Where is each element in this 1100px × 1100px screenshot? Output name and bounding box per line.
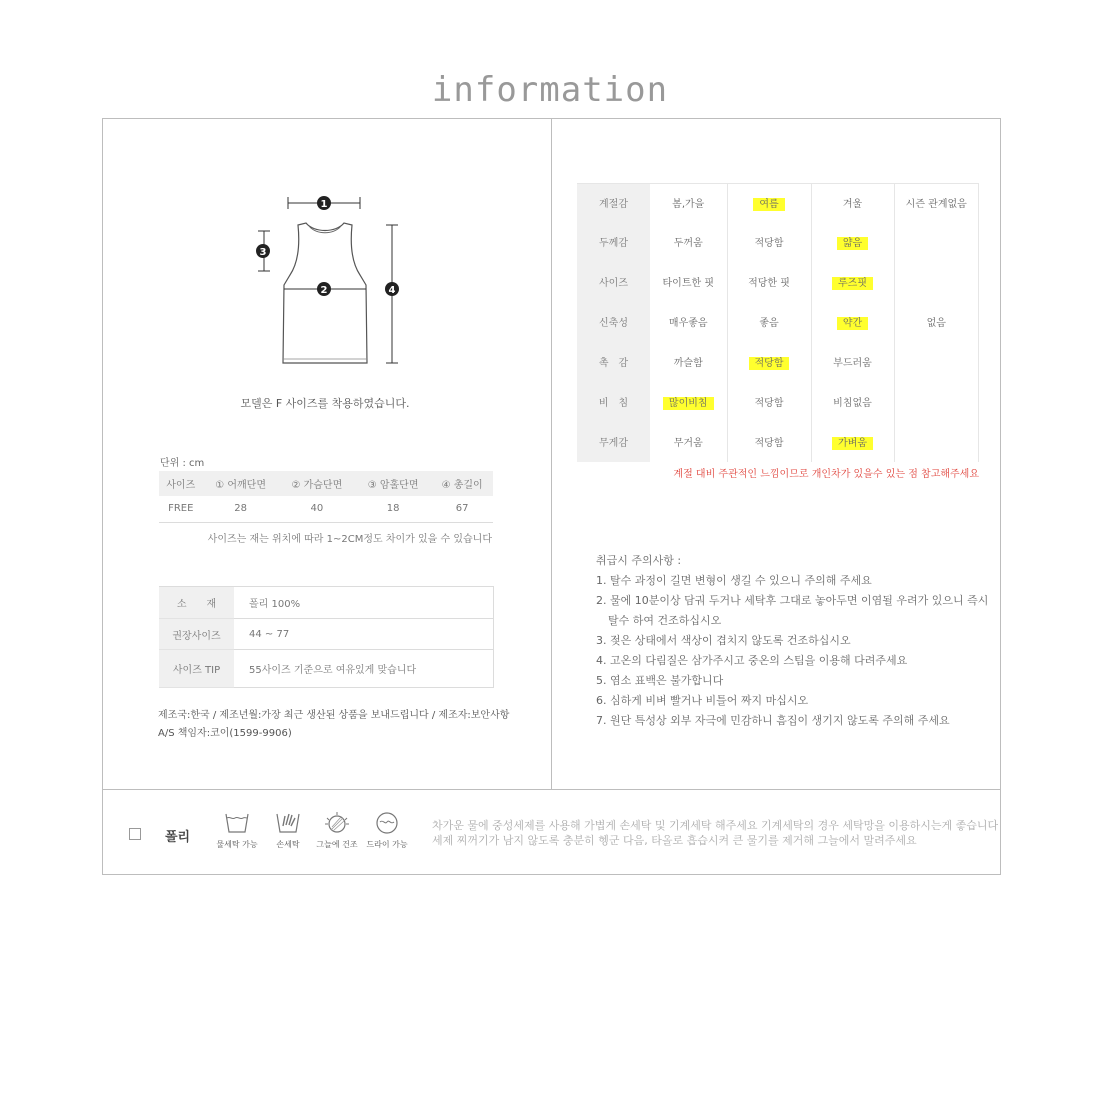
feel-option: 시즌 관계없음 bbox=[905, 199, 967, 211]
page-title: information bbox=[431, 70, 669, 110]
feel-option: 매우좋음 bbox=[668, 318, 708, 329]
wash-label: 물세탁 가능 bbox=[216, 840, 258, 849]
shade-dry-icon bbox=[324, 810, 350, 836]
dry-clean-icon bbox=[374, 810, 400, 836]
table-row bbox=[577, 184, 979, 222]
svg-text:2: 2 bbox=[320, 285, 328, 296]
feel-row-label: 두께감 bbox=[577, 222, 650, 262]
feel-option: 무거움 bbox=[673, 438, 703, 449]
feel-option: 없음 bbox=[926, 318, 946, 329]
as-contact-line: A/S 책임자:코이(1599-9906) bbox=[158, 728, 292, 739]
feel-option: 비침없음 bbox=[833, 398, 872, 409]
washing-section bbox=[102, 790, 1001, 874]
table-row bbox=[577, 342, 979, 382]
manufacturer-line: 제조국:한국 / 제조년월:가장 최근 생산된 상품을 보내드립니다 / 제조자:보안사항 bbox=[158, 710, 510, 721]
feel-option: 까슬함 bbox=[673, 358, 703, 369]
feel-option-selected: 가벼움 bbox=[832, 437, 873, 450]
size-cell: 67 bbox=[431, 496, 493, 522]
care-item: 탈수 하여 건조하십시오 bbox=[608, 614, 722, 627]
info-value: 55사이즈 기준으로 여유있게 맞습니다 bbox=[234, 650, 494, 688]
feel-option: 부드러움 bbox=[833, 358, 872, 369]
dry-clean-item bbox=[357, 810, 417, 850]
garment-diagram bbox=[240, 185, 420, 375]
size-header: ③ 암홀단면 bbox=[355, 471, 431, 496]
info-label: 소 재 bbox=[159, 587, 234, 619]
care-item: 5. 염소 표백은 불가합니다 bbox=[596, 674, 724, 687]
svg-text:3: 3 bbox=[259, 247, 267, 258]
feel-option-selected: 루즈핏 bbox=[832, 277, 873, 290]
care-item: 6. 심하게 비벼 빨거나 비틀어 짜지 마십시오 bbox=[596, 694, 809, 707]
feel-option-selected: 약간 bbox=[837, 317, 868, 330]
table-row bbox=[577, 422, 979, 462]
size-cell: 40 bbox=[279, 496, 355, 522]
feel-row-label: 촉 감 bbox=[577, 342, 650, 382]
care-title: 취급시 주의사항 : bbox=[596, 554, 682, 567]
feel-option-selected: 적당함 bbox=[749, 357, 790, 370]
table-row bbox=[577, 302, 979, 342]
feel-row-label: 비 침 bbox=[577, 382, 650, 422]
size-header: 사이즈 bbox=[159, 471, 203, 496]
feel-disclaimer: 계절 대비 주관적인 느낌이므로 개인차가 있을수 있는 점 참고해주세요 bbox=[673, 469, 979, 480]
feel-option: 적당함 bbox=[754, 438, 784, 449]
feel-option-selected: 여름 bbox=[753, 198, 784, 211]
size-unit: 단위 : cm bbox=[160, 458, 205, 469]
feel-option: 적당한 핏 bbox=[748, 278, 790, 289]
water-wash-icon bbox=[224, 810, 250, 836]
feel-option: 좋음 bbox=[759, 318, 779, 329]
care-item: 1. 탈수 과정이 길면 변형이 생길 수 있으니 주의해 주세요 bbox=[596, 574, 872, 587]
feel-option-selected: 얇음 bbox=[837, 237, 868, 250]
table-row bbox=[159, 587, 494, 619]
size-table-header bbox=[159, 471, 493, 496]
wash-label: 드라이 가능 bbox=[366, 840, 408, 849]
feel-option: 타이트한 핏 bbox=[662, 278, 714, 289]
info-label: 권장사이즈 bbox=[159, 619, 234, 650]
info-value: 44 ~ 77 bbox=[234, 619, 494, 650]
feel-row-label: 계절감 bbox=[577, 184, 650, 222]
manufacturer-info bbox=[158, 707, 509, 743]
size-cell: FREE bbox=[159, 496, 203, 522]
feel-option: 적당함 bbox=[754, 398, 784, 409]
care-item: 7. 원단 특성상 외부 자극에 민감하니 흠집이 생기지 않도록 주의해 주세요 bbox=[596, 714, 950, 727]
size-cell: 18 bbox=[355, 496, 431, 522]
washing-guide bbox=[432, 818, 998, 848]
wash-label: 손세탁 bbox=[276, 840, 300, 849]
feel-row-label: 무게감 bbox=[577, 422, 650, 462]
svg-text:4: 4 bbox=[388, 285, 396, 296]
fabric-feel-table bbox=[577, 183, 979, 462]
feel-option: 두꺼움 bbox=[673, 238, 703, 249]
material-label: 폴리 bbox=[165, 830, 191, 845]
feel-option: 적당함 bbox=[754, 238, 784, 249]
table-row bbox=[159, 496, 493, 522]
feel-row-label: 사이즈 bbox=[577, 262, 650, 302]
washing-guide-line: 세제 찌꺼기가 남지 않도록 충분히 헹군 다음, 타올로 흡습시켜 큰 물기를 제거해 그늘에서 말려주세요 bbox=[432, 834, 917, 847]
table-row bbox=[577, 382, 979, 422]
size-table bbox=[159, 471, 493, 523]
feel-option: 겨울 bbox=[842, 199, 863, 211]
care-item: 3. 젖은 상태에서 색상이 겹치지 않도록 건조하십시오 bbox=[596, 634, 851, 647]
hand-wash-icon bbox=[275, 810, 301, 836]
material-checkbox bbox=[129, 828, 141, 840]
svg-text:1: 1 bbox=[320, 199, 328, 210]
wash-label: 그늘에 건조 bbox=[316, 840, 358, 849]
care-instructions bbox=[596, 551, 988, 731]
table-row bbox=[159, 650, 494, 688]
size-variance-note: 사이즈는 재는 위치에 따라 1~2CM정도 차이가 있을 수 있습니다 bbox=[207, 534, 492, 545]
info-label: 사이즈 TIP bbox=[159, 650, 234, 688]
table-row bbox=[577, 262, 979, 302]
care-item: 2. 물에 10분이상 담궈 두거나 세탁후 그대로 놓아두면 이염될 우려가 있으니 즉시 bbox=[596, 594, 989, 607]
table-row bbox=[577, 222, 979, 262]
size-header: ④ 총길이 bbox=[431, 471, 493, 496]
feel-option-selected: 많이비침 bbox=[663, 397, 714, 410]
care-item: 4. 고온의 다림질은 삼가주시고 중온의 스팀을 이용해 다려주세요 bbox=[596, 654, 908, 667]
vertical-divider bbox=[551, 118, 552, 790]
model-size-note: 모델은 F 사이즈를 착용하였습니다. bbox=[240, 397, 410, 410]
feel-option: 봄,가을 bbox=[672, 199, 705, 211]
info-value: 폴리 100% bbox=[234, 587, 494, 619]
size-header: ② 가슴단면 bbox=[279, 471, 355, 496]
sleeveless-top-diagram bbox=[240, 185, 420, 375]
table-row bbox=[159, 619, 494, 650]
product-info-table bbox=[159, 586, 494, 688]
feel-row-label: 신축성 bbox=[577, 302, 650, 342]
washing-guide-line: 차가운 물에 중성세제를 사용해 가볍게 손세탁 및 기계세탁 해주세요 기계세탁의 경우 세탁망을 이용하시는게 좋습니다 bbox=[432, 819, 999, 832]
size-cell: 28 bbox=[203, 496, 279, 522]
size-header: ① 어깨단면 bbox=[203, 471, 279, 496]
